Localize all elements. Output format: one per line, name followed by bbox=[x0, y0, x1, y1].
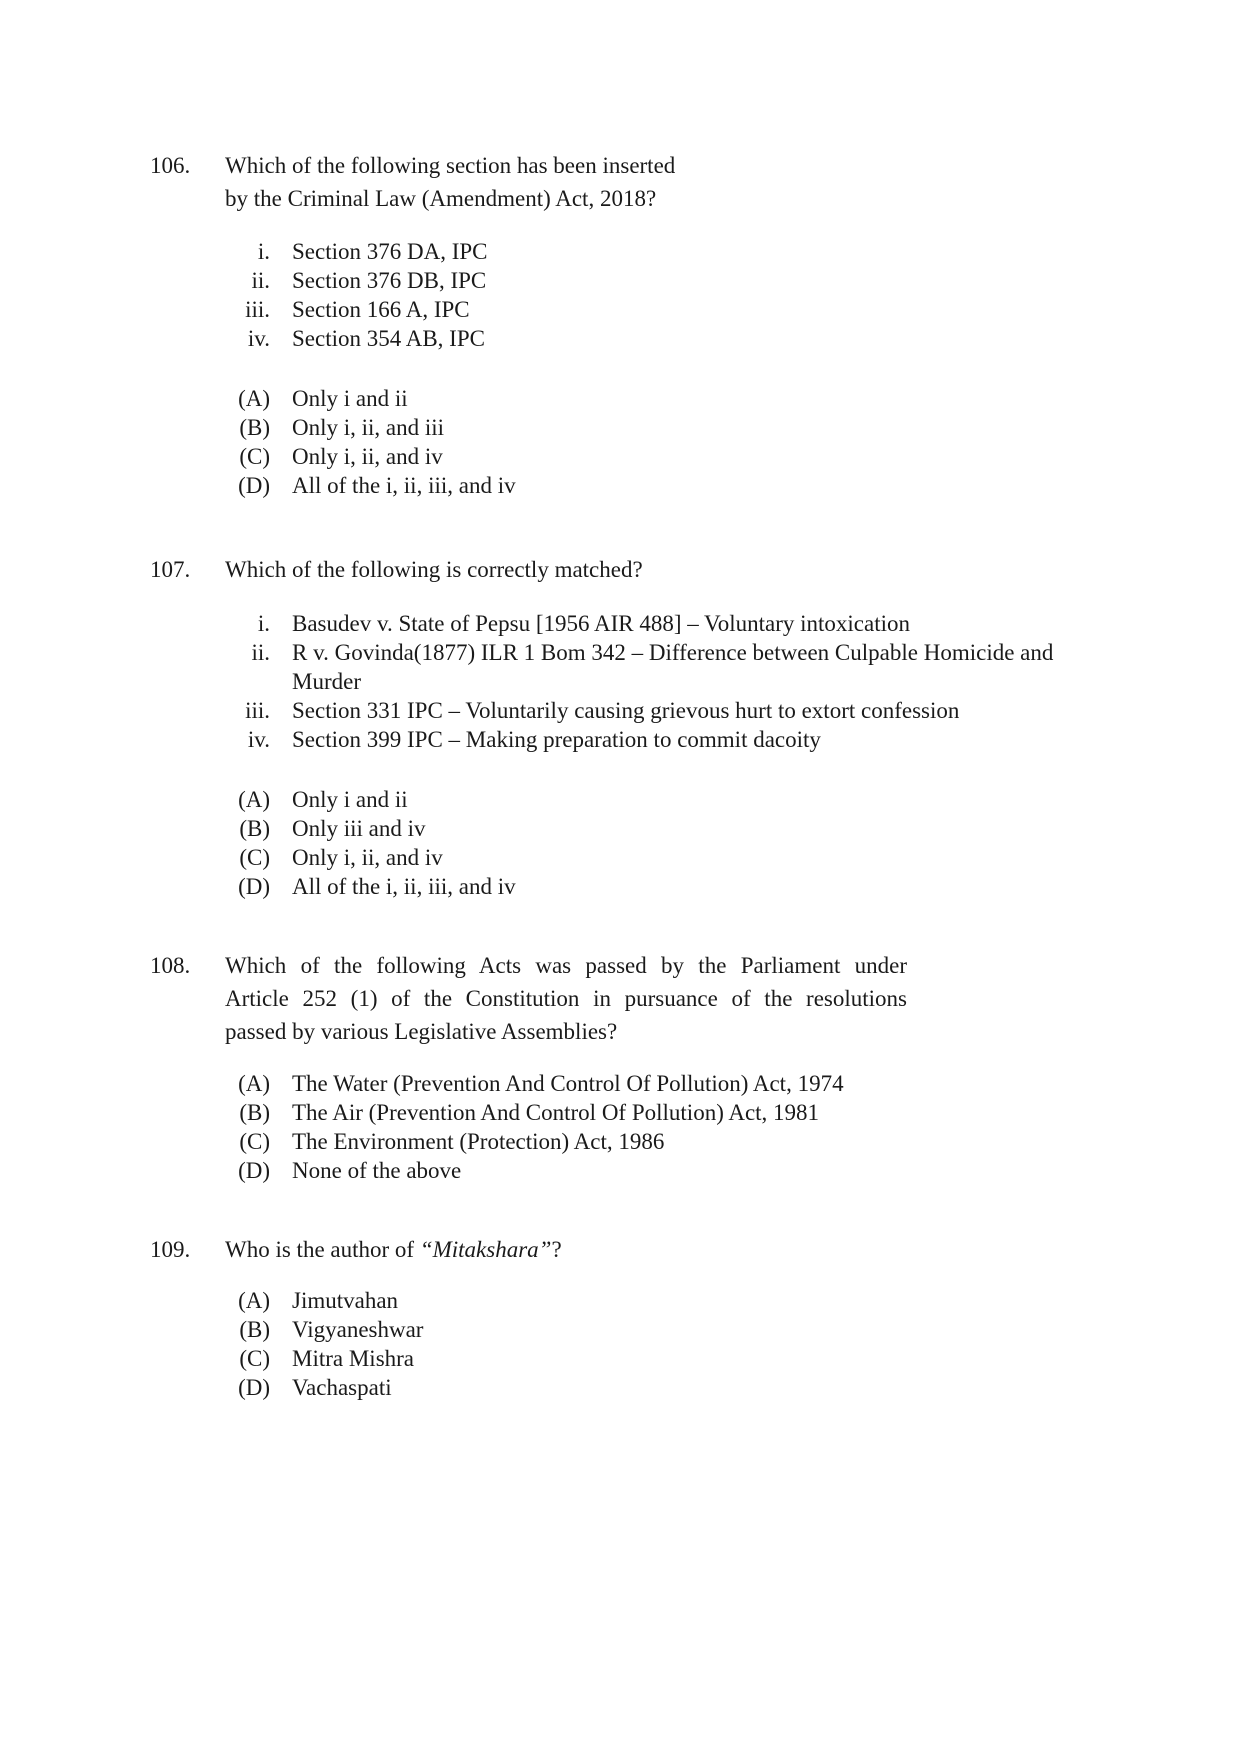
statement-text: Section 354 AB, IPC bbox=[292, 326, 485, 351]
option-text: Vachaspati bbox=[292, 1375, 392, 1400]
option-item[interactable] bbox=[0, 471, 1241, 500]
stem-line: Which of the following is correctly matched? bbox=[225, 557, 643, 582]
question-stem bbox=[225, 949, 907, 1048]
statement-item bbox=[0, 638, 1241, 696]
statement-marker: i. bbox=[257, 239, 270, 264]
statement-marker: iv. bbox=[247, 727, 270, 752]
statement-text: Section 166 A, IPC bbox=[292, 297, 470, 322]
option-item[interactable] bbox=[0, 1127, 1241, 1156]
statement-text: Section 331 IPC – Voluntarily causing grievous hurt to extort confession bbox=[292, 698, 960, 723]
statement-marker: ii. bbox=[251, 640, 270, 665]
statement-text: Basudev v. State of Pepsu [1956 AIR 488] – Voluntary intoxication bbox=[292, 611, 910, 636]
statement-marker: iii. bbox=[245, 698, 270, 723]
question-stem bbox=[225, 553, 643, 586]
statement-item bbox=[0, 609, 1241, 638]
option-text: All of the i, ii, iii, and iv bbox=[292, 874, 516, 899]
question-stem bbox=[225, 1233, 562, 1266]
option-marker: (D) bbox=[238, 874, 270, 899]
statement-list bbox=[0, 609, 1241, 754]
option-text: Only i, ii, and iii bbox=[292, 415, 445, 440]
stem-prefix: Who is the author of bbox=[225, 1237, 420, 1262]
option-marker: (C) bbox=[239, 444, 270, 469]
option-marker: (A) bbox=[238, 1071, 270, 1096]
option-text: The Water (Prevention And Control Of Pollution) Act, 1974 bbox=[292, 1071, 844, 1096]
option-marker: (D) bbox=[238, 473, 270, 498]
option-text: The Air (Prevention And Control Of Pollution) Act, 1981 bbox=[292, 1100, 820, 1125]
stem-line: Which of the following Acts was passed by the Parliament under bbox=[225, 953, 907, 978]
option-marker: (A) bbox=[238, 1288, 270, 1313]
option-marker: (B) bbox=[239, 816, 270, 841]
option-item[interactable] bbox=[0, 1286, 1241, 1315]
option-marker: (B) bbox=[239, 415, 270, 440]
option-item[interactable] bbox=[0, 1344, 1241, 1373]
stem-line: Article 252 (1) of the Constitution in pursuance of the resolutions bbox=[225, 986, 907, 1011]
option-list bbox=[0, 785, 1241, 901]
option-marker: (D) bbox=[238, 1375, 270, 1400]
stem-line: passed by various Legislative Assemblies? bbox=[225, 1019, 618, 1044]
option-text: The Environment (Protection) Act, 1986 bbox=[292, 1129, 665, 1154]
option-item[interactable] bbox=[0, 384, 1241, 413]
statement-marker: iii. bbox=[245, 297, 270, 322]
stem-suffix: ? bbox=[551, 1237, 562, 1262]
statement-item bbox=[0, 324, 1241, 353]
option-item[interactable] bbox=[0, 442, 1241, 471]
option-text: None of the above bbox=[292, 1158, 462, 1183]
option-list bbox=[0, 1286, 1241, 1402]
option-item[interactable] bbox=[0, 1373, 1241, 1402]
question-number: 109. bbox=[150, 1237, 191, 1262]
statement-marker: ii. bbox=[251, 268, 270, 293]
statement-text: Section 376 DA, IPC bbox=[292, 239, 488, 264]
option-item[interactable] bbox=[0, 785, 1241, 814]
statement-text: Section 399 IPC – Making preparation to commit dacoity bbox=[292, 727, 821, 752]
option-item[interactable] bbox=[0, 413, 1241, 442]
option-list bbox=[0, 1069, 1241, 1185]
option-text: Vigyaneshwar bbox=[292, 1317, 424, 1342]
statement-item bbox=[0, 725, 1241, 754]
option-item[interactable] bbox=[0, 814, 1241, 843]
statement-item bbox=[0, 237, 1241, 266]
question-number: 106. bbox=[150, 153, 191, 178]
option-text: Only i and ii bbox=[292, 787, 408, 812]
stem-line: by the Criminal Law (Amendment) Act, 2018? bbox=[225, 186, 657, 211]
statement-list bbox=[0, 237, 1241, 353]
statement-marker: i. bbox=[257, 611, 270, 636]
option-marker: (A) bbox=[238, 787, 270, 812]
option-item[interactable] bbox=[0, 1069, 1241, 1098]
statement-item bbox=[0, 295, 1241, 324]
option-text: Only i, ii, and iv bbox=[292, 845, 443, 870]
statement-text: Section 376 DB, IPC bbox=[292, 268, 487, 293]
option-marker: (B) bbox=[239, 1100, 270, 1125]
stem-italic-title: “Mitakshara” bbox=[419, 1237, 552, 1262]
option-marker: (A) bbox=[238, 386, 270, 411]
option-text: Mitra Mishra bbox=[292, 1346, 415, 1371]
option-item[interactable] bbox=[0, 872, 1241, 901]
statement-item bbox=[0, 696, 1241, 725]
option-marker: (C) bbox=[239, 1129, 270, 1154]
option-text: Only i and ii bbox=[292, 386, 408, 411]
question-number: 108. bbox=[150, 953, 191, 978]
option-item[interactable] bbox=[0, 843, 1241, 872]
option-marker: (B) bbox=[239, 1317, 270, 1342]
question-number: 107. bbox=[150, 557, 191, 582]
option-item[interactable] bbox=[0, 1156, 1241, 1185]
option-marker: (D) bbox=[238, 1158, 270, 1183]
option-text: Jimutvahan bbox=[292, 1288, 399, 1313]
option-text: Only iii and iv bbox=[292, 816, 426, 841]
option-text: Only i, ii, and iv bbox=[292, 444, 443, 469]
option-marker: (C) bbox=[239, 845, 270, 870]
question-stem bbox=[225, 149, 675, 215]
statement-marker: iv. bbox=[247, 326, 270, 351]
option-text: All of the i, ii, iii, and iv bbox=[292, 473, 516, 498]
option-item[interactable] bbox=[0, 1315, 1241, 1344]
statement-item bbox=[0, 266, 1241, 295]
option-item[interactable] bbox=[0, 1098, 1241, 1127]
option-marker: (C) bbox=[239, 1346, 270, 1371]
stem-line: Which of the following section has been inserted bbox=[225, 153, 676, 178]
option-list bbox=[0, 384, 1241, 500]
statement-text: R v. Govinda(1877) ILR 1 Bom 342 – Difference between Culpable Homicide and Murder bbox=[292, 640, 1054, 694]
